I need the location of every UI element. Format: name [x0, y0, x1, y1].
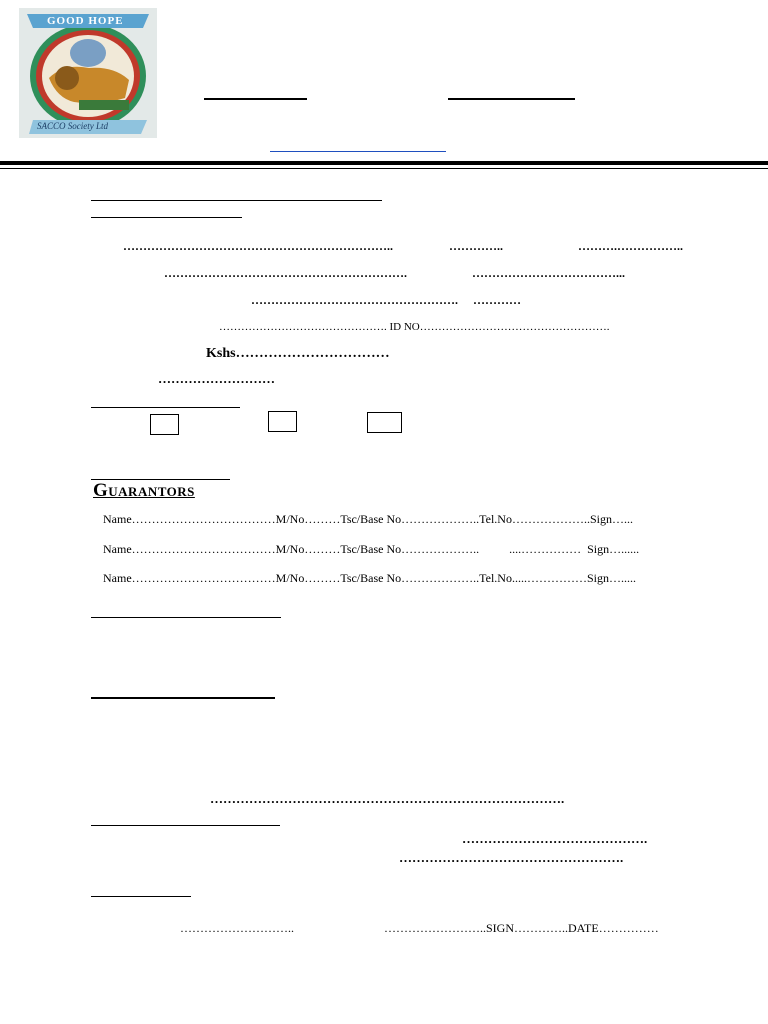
logo-top-text: GOOD HOPE: [47, 15, 124, 27]
field-row2-b[interactable]: ………………………………...: [472, 266, 625, 280]
checkbox-section-underline: [91, 407, 240, 408]
header-link-line[interactable]: [270, 151, 446, 152]
checkbox-1[interactable]: [150, 414, 179, 435]
guarantor-row-2[interactable]: Name………………………………M/No………Tsc/Base No……………….. ....…………… Sign…......: [103, 542, 640, 556]
field-row3-b[interactable]: …………: [473, 293, 521, 307]
lower-line2-dots[interactable]: …………………………………….: [462, 831, 648, 846]
section-underline-b: [91, 697, 275, 699]
section-underline-c: [91, 825, 280, 826]
sign-mid-dots: ……………………..: [384, 921, 486, 935]
field-row6[interactable]: ………………………: [158, 371, 275, 386]
date-dots: ……………: [598, 921, 659, 935]
amount-label: Kshs: [206, 346, 236, 361]
sign-dots: …………..: [514, 921, 569, 935]
header-line-1: [204, 98, 307, 100]
field-row2-a[interactable]: …………………………………………………….: [164, 266, 407, 280]
logo-emblem-icon: [19, 8, 157, 138]
logo-bottom-text: SACCO Society Ltd: [37, 121, 108, 131]
amount-dots: ……………………………: [235, 346, 390, 361]
sign-left-dots[interactable]: ………………………..: [180, 921, 294, 935]
field-row4-a: ……………………………………….: [219, 321, 387, 333]
sign-label: SIGN: [486, 921, 515, 935]
section-underline-a: [91, 617, 281, 618]
field-row1-c[interactable]: ……….……………..: [578, 239, 683, 253]
date-label: DATE: [568, 921, 599, 935]
field-row3-a[interactable]: …………………………………………….: [251, 293, 458, 307]
field-row1-b[interactable]: …………..: [449, 239, 503, 253]
section-underline-d: [91, 896, 191, 897]
header-separator-thin: [0, 168, 768, 169]
lower-line1-dots[interactable]: ……………………………………………………………………….: [210, 791, 565, 806]
lower-line3-dots[interactable]: …………………………………………….: [399, 850, 624, 865]
field-row4-b: …………………………………………….: [419, 321, 610, 333]
sacco-logo: [19, 8, 157, 138]
checkbox-3[interactable]: [367, 412, 402, 433]
field-row4[interactable]: [219, 320, 610, 334]
section-title-underline: [91, 200, 382, 201]
guarantors-heading: Guarantors: [93, 480, 195, 501]
signature-date-row[interactable]: [384, 921, 659, 935]
guarantor-row-3[interactable]: Name………………………………M/No………Tsc/Base No………………..Tel.No.....……………Sign….....: [103, 571, 636, 585]
checkbox-2[interactable]: [268, 411, 297, 432]
header-line-2: [448, 98, 575, 100]
section-subtitle-underline: [91, 217, 242, 218]
field-row1-a[interactable]: …………………………………………………………..: [123, 239, 393, 253]
id-no-label: ID NO: [386, 321, 420, 333]
guarantor-row-1[interactable]: Name………………………………M/No………Tsc/Base No………………..Tel.No………………..Sign…...: [103, 512, 633, 526]
amount-field[interactable]: [206, 346, 390, 362]
header-separator-thick: [0, 161, 768, 165]
